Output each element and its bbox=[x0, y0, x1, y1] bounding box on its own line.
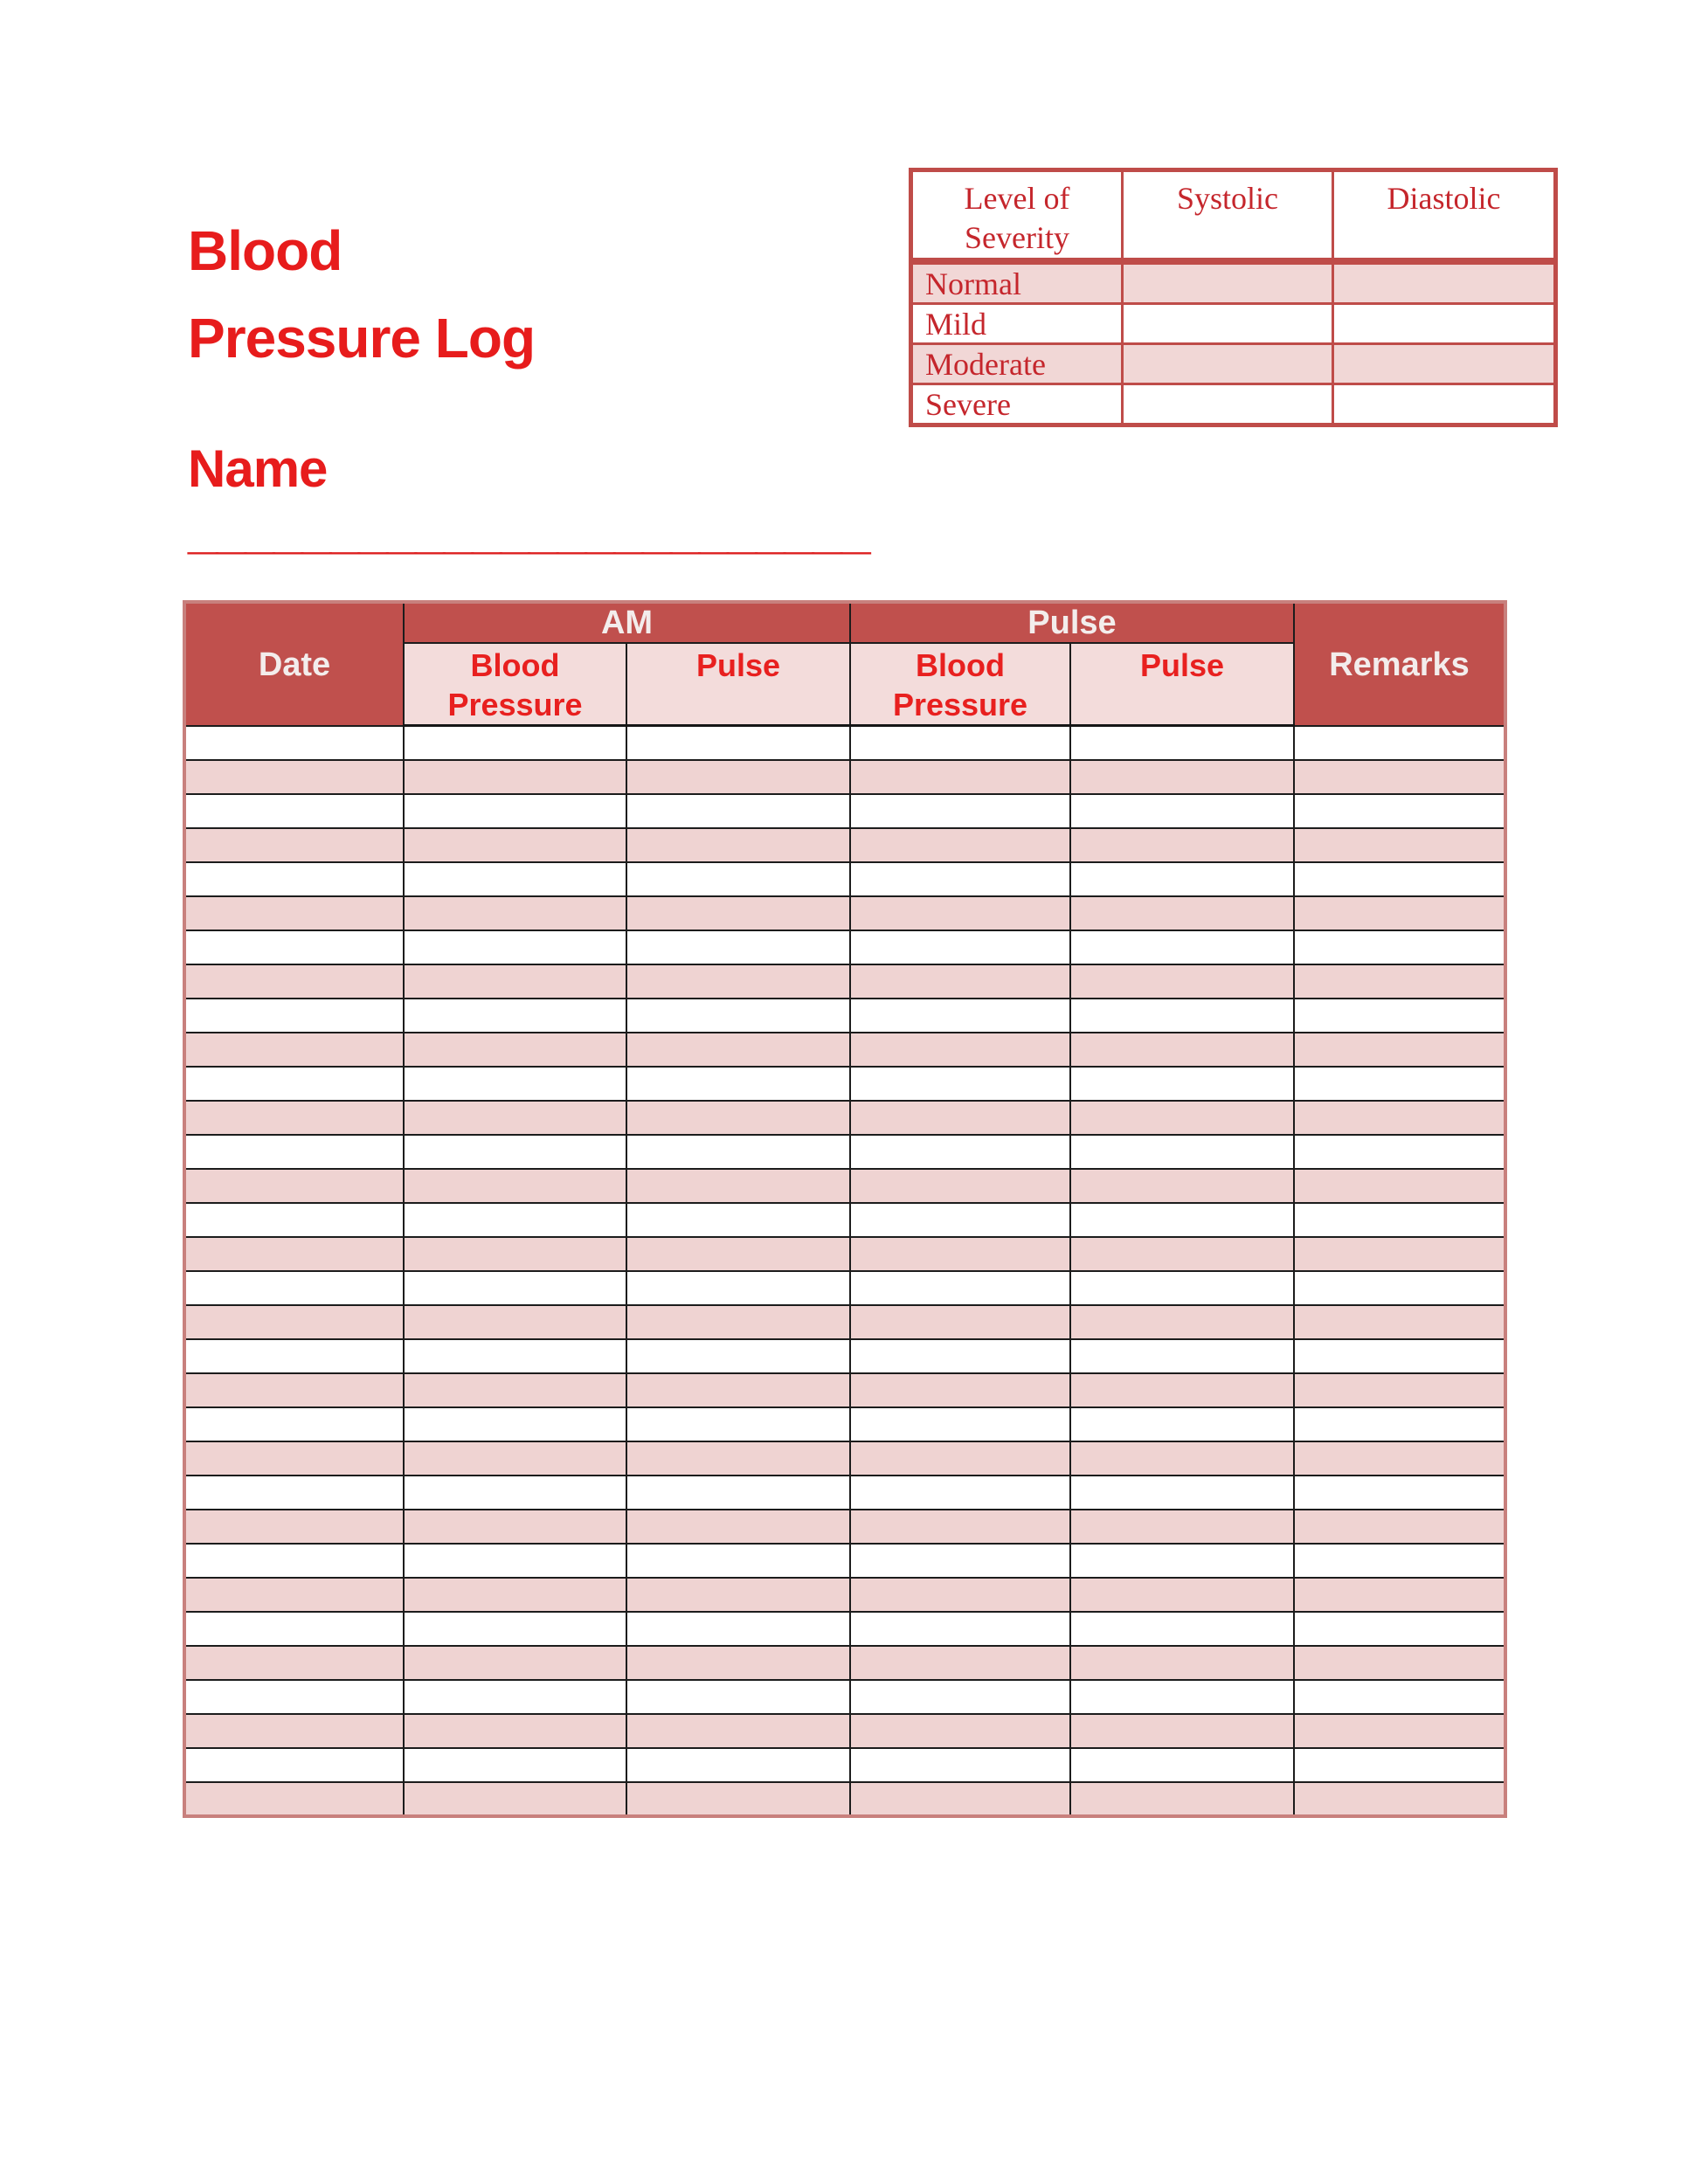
log-cell[interactable] bbox=[850, 1067, 1070, 1101]
log-cell[interactable] bbox=[626, 862, 850, 896]
log-cell[interactable] bbox=[626, 1407, 850, 1441]
log-cell[interactable] bbox=[404, 896, 626, 930]
log-cell[interactable] bbox=[1070, 1578, 1294, 1612]
severity-row-mild bbox=[911, 304, 1556, 344]
log-cell[interactable] bbox=[850, 999, 1070, 1033]
log-cell[interactable] bbox=[184, 1407, 404, 1441]
log-cell[interactable] bbox=[850, 1544, 1070, 1578]
log-cell[interactable] bbox=[184, 760, 404, 794]
log-cell[interactable] bbox=[404, 726, 626, 760]
log-cell[interactable] bbox=[1294, 1305, 1505, 1339]
log-cell[interactable] bbox=[626, 1782, 850, 1816]
log-cell[interactable] bbox=[1294, 794, 1505, 828]
severity-table-body bbox=[911, 261, 1556, 425]
severity-row-moderate bbox=[911, 344, 1556, 384]
log-cell[interactable] bbox=[184, 794, 404, 828]
log-cell[interactable] bbox=[1294, 1680, 1505, 1714]
log-cell[interactable] bbox=[626, 1476, 850, 1510]
log-cell[interactable] bbox=[1070, 862, 1294, 896]
log-cell[interactable] bbox=[1294, 1510, 1505, 1544]
log-cell[interactable] bbox=[184, 1748, 404, 1782]
log-cell[interactable] bbox=[1294, 1407, 1505, 1441]
log-cell[interactable] bbox=[626, 964, 850, 999]
log-cell[interactable] bbox=[1070, 1169, 1294, 1203]
log-cell[interactable] bbox=[850, 1782, 1070, 1816]
log-cell[interactable] bbox=[1294, 1033, 1505, 1067]
log-cell[interactable] bbox=[404, 1135, 626, 1169]
log-cell[interactable] bbox=[850, 1305, 1070, 1339]
log-cell[interactable] bbox=[184, 1544, 404, 1578]
severity-systolic-cell[interactable] bbox=[1123, 344, 1333, 384]
log-cell[interactable] bbox=[404, 760, 626, 794]
log-cell[interactable] bbox=[1294, 1373, 1505, 1407]
log-row bbox=[184, 1680, 1505, 1714]
log-cell[interactable] bbox=[184, 1033, 404, 1067]
log-cell[interactable] bbox=[1070, 1748, 1294, 1782]
page-title-line1: Blood bbox=[188, 219, 342, 282]
log-row bbox=[184, 1373, 1505, 1407]
log-cell[interactable] bbox=[850, 1476, 1070, 1510]
log-cell[interactable] bbox=[850, 828, 1070, 862]
log-subheader-am-blood-pressure: Blood Pressure bbox=[404, 643, 626, 726]
log-cell[interactable] bbox=[1294, 1101, 1505, 1135]
log-cell[interactable] bbox=[850, 1237, 1070, 1271]
log-cell[interactable] bbox=[626, 1067, 850, 1101]
log-cell[interactable] bbox=[184, 896, 404, 930]
log-row bbox=[184, 999, 1505, 1033]
log-cell[interactable] bbox=[850, 1407, 1070, 1441]
log-cell[interactable] bbox=[184, 862, 404, 896]
log-cell[interactable] bbox=[850, 1339, 1070, 1373]
log-cell[interactable] bbox=[626, 1510, 850, 1544]
log-cell[interactable] bbox=[850, 1714, 1070, 1748]
log-cell[interactable] bbox=[1070, 794, 1294, 828]
log-cell[interactable] bbox=[626, 999, 850, 1033]
log-cell[interactable] bbox=[1070, 1782, 1294, 1816]
log-cell[interactable] bbox=[850, 896, 1070, 930]
log-cell[interactable] bbox=[850, 760, 1070, 794]
log-cell[interactable] bbox=[850, 1510, 1070, 1544]
log-cell[interactable] bbox=[404, 930, 626, 964]
log-cell[interactable] bbox=[626, 1339, 850, 1373]
log-cell[interactable] bbox=[404, 1067, 626, 1101]
log-subheader-am-pulse: Pulse bbox=[626, 643, 850, 726]
log-row bbox=[184, 1305, 1505, 1339]
log-cell[interactable] bbox=[404, 862, 626, 896]
log-row bbox=[184, 726, 1505, 760]
log-cell[interactable] bbox=[626, 1578, 850, 1612]
log-row bbox=[184, 1476, 1505, 1510]
log-cell[interactable] bbox=[404, 794, 626, 828]
log-cell[interactable] bbox=[850, 1101, 1070, 1135]
log-cell[interactable] bbox=[1070, 1305, 1294, 1339]
log-cell[interactable] bbox=[626, 1203, 850, 1237]
log-cell[interactable] bbox=[626, 1646, 850, 1680]
log-cell[interactable] bbox=[404, 1612, 626, 1646]
severity-header-row bbox=[911, 170, 1556, 262]
log-cell[interactable] bbox=[1294, 1476, 1505, 1510]
log-cell[interactable] bbox=[184, 1441, 404, 1476]
log-cell[interactable] bbox=[184, 1169, 404, 1203]
log-cell[interactable] bbox=[626, 1305, 850, 1339]
severity-diastolic-cell[interactable] bbox=[1333, 384, 1556, 425]
log-cell[interactable] bbox=[1070, 1237, 1294, 1271]
log-cell[interactable] bbox=[404, 1373, 626, 1407]
log-header-am: AM bbox=[404, 602, 850, 643]
log-cell[interactable] bbox=[626, 1169, 850, 1203]
log-subheader-pm-pulse: Pulse bbox=[1070, 643, 1294, 726]
log-header-date: Date bbox=[184, 602, 404, 726]
log-cell[interactable] bbox=[184, 999, 404, 1033]
log-row bbox=[184, 1441, 1505, 1476]
log-cell[interactable] bbox=[626, 1135, 850, 1169]
log-cell[interactable] bbox=[1070, 999, 1294, 1033]
log-cell[interactable] bbox=[626, 1680, 850, 1714]
log-cell[interactable] bbox=[1294, 1271, 1505, 1305]
log-cell[interactable] bbox=[404, 1714, 626, 1748]
log-cell[interactable] bbox=[184, 930, 404, 964]
log-cell[interactable] bbox=[850, 1748, 1070, 1782]
log-cell[interactable] bbox=[1294, 1578, 1505, 1612]
log-cell[interactable] bbox=[850, 1441, 1070, 1476]
severity-row-severe bbox=[911, 384, 1556, 425]
log-cell[interactable] bbox=[1070, 1101, 1294, 1135]
log-cell[interactable] bbox=[1070, 1407, 1294, 1441]
log-subheader-pm-blood-pressure: Blood Pressure bbox=[850, 643, 1070, 726]
log-cell[interactable] bbox=[626, 896, 850, 930]
log-cell[interactable] bbox=[1294, 896, 1505, 930]
log-cell[interactable] bbox=[850, 1135, 1070, 1169]
log-cell[interactable] bbox=[184, 1067, 404, 1101]
log-cell[interactable] bbox=[626, 1033, 850, 1067]
log-cell[interactable] bbox=[184, 1135, 404, 1169]
log-cell[interactable] bbox=[626, 1441, 850, 1476]
severity-header-systolic: Systolic bbox=[1123, 170, 1333, 262]
severity-row-normal bbox=[911, 261, 1556, 304]
log-cell[interactable] bbox=[1294, 760, 1505, 794]
log-cell[interactable] bbox=[1294, 930, 1505, 964]
log-header-pm: Pulse bbox=[850, 602, 1294, 643]
log-cell[interactable] bbox=[1070, 964, 1294, 999]
log-cell[interactable] bbox=[184, 1612, 404, 1646]
log-cell[interactable] bbox=[404, 1237, 626, 1271]
log-cell[interactable] bbox=[626, 828, 850, 862]
log-cell[interactable] bbox=[850, 726, 1070, 760]
log-cell[interactable] bbox=[850, 1680, 1070, 1714]
log-cell[interactable] bbox=[626, 930, 850, 964]
log-cell[interactable] bbox=[1294, 862, 1505, 896]
severity-systolic-cell[interactable] bbox=[1123, 304, 1333, 344]
log-row bbox=[184, 1714, 1505, 1748]
log-cell[interactable] bbox=[184, 1578, 404, 1612]
log-row bbox=[184, 1169, 1505, 1203]
log-table-head bbox=[184, 602, 1505, 726]
log-cell[interactable] bbox=[184, 1782, 404, 1816]
log-cell[interactable] bbox=[404, 1339, 626, 1373]
log-cell[interactable] bbox=[184, 1680, 404, 1714]
log-cell[interactable] bbox=[404, 1544, 626, 1578]
log-cell[interactable] bbox=[404, 1169, 626, 1203]
log-cell[interactable] bbox=[184, 828, 404, 862]
log-cell[interactable] bbox=[1294, 1339, 1505, 1373]
log-cell[interactable] bbox=[1070, 1714, 1294, 1748]
log-cell[interactable] bbox=[850, 794, 1070, 828]
log-cell[interactable] bbox=[1070, 1033, 1294, 1067]
log-cell[interactable] bbox=[626, 1748, 850, 1782]
log-row bbox=[184, 862, 1505, 896]
log-cell[interactable] bbox=[184, 1203, 404, 1237]
log-row bbox=[184, 896, 1505, 930]
log-cell[interactable] bbox=[404, 1101, 626, 1135]
log-cell[interactable] bbox=[850, 1578, 1070, 1612]
log-row bbox=[184, 1101, 1505, 1135]
severity-header-diastolic: Diastolic bbox=[1333, 170, 1556, 262]
log-row bbox=[184, 1067, 1505, 1101]
log-cell[interactable] bbox=[626, 794, 850, 828]
log-row bbox=[184, 1612, 1505, 1646]
log-cell[interactable] bbox=[1294, 1135, 1505, 1169]
log-cell[interactable] bbox=[184, 726, 404, 760]
log-table-body bbox=[184, 726, 1505, 1816]
log-cell[interactable] bbox=[184, 1101, 404, 1135]
log-cell[interactable] bbox=[404, 1407, 626, 1441]
log-cell[interactable] bbox=[1294, 1782, 1505, 1816]
log-cell[interactable] bbox=[850, 930, 1070, 964]
log-cell[interactable] bbox=[1294, 1646, 1505, 1680]
log-row bbox=[184, 1271, 1505, 1305]
log-cell[interactable] bbox=[1070, 1510, 1294, 1544]
severity-level-cell: Severe bbox=[911, 384, 1123, 425]
log-cell[interactable] bbox=[404, 1748, 626, 1782]
log-cell[interactable] bbox=[404, 964, 626, 999]
log-cell[interactable] bbox=[1070, 1476, 1294, 1510]
log-row bbox=[184, 760, 1505, 794]
log-row bbox=[184, 1748, 1505, 1782]
log-cell[interactable] bbox=[850, 1169, 1070, 1203]
log-cell[interactable] bbox=[626, 1544, 850, 1578]
log-cell[interactable] bbox=[1070, 1135, 1294, 1169]
severity-level-cell: Mild bbox=[911, 304, 1123, 344]
log-cell[interactable] bbox=[1070, 828, 1294, 862]
severity-table-head bbox=[911, 170, 1556, 262]
log-cell[interactable] bbox=[404, 1305, 626, 1339]
log-cell[interactable] bbox=[1070, 1339, 1294, 1373]
log-cell[interactable] bbox=[404, 1441, 626, 1476]
log-cell[interactable] bbox=[1294, 1714, 1505, 1748]
log-row bbox=[184, 1544, 1505, 1578]
log-cell[interactable] bbox=[850, 1203, 1070, 1237]
log-row bbox=[184, 1135, 1505, 1169]
name-fill-in-line[interactable]: ________________________ bbox=[188, 500, 869, 560]
log-cell[interactable] bbox=[1070, 1544, 1294, 1578]
log-cell[interactable] bbox=[626, 1373, 850, 1407]
log-cell[interactable] bbox=[404, 1203, 626, 1237]
log-cell[interactable] bbox=[404, 828, 626, 862]
log-cell[interactable] bbox=[1294, 999, 1505, 1033]
log-cell[interactable] bbox=[1070, 930, 1294, 964]
log-cell[interactable] bbox=[850, 1373, 1070, 1407]
log-cell[interactable] bbox=[1294, 726, 1505, 760]
log-row bbox=[184, 930, 1505, 964]
log-cell[interactable] bbox=[1070, 896, 1294, 930]
log-cell[interactable] bbox=[404, 1782, 626, 1816]
log-group-header-row bbox=[184, 602, 1505, 643]
log-cell[interactable] bbox=[1070, 1612, 1294, 1646]
log-cell[interactable] bbox=[1294, 1441, 1505, 1476]
log-cell[interactable] bbox=[1294, 1237, 1505, 1271]
log-row bbox=[184, 794, 1505, 828]
severity-level-cell: Normal bbox=[911, 261, 1123, 304]
log-row bbox=[184, 1407, 1505, 1441]
page-title-line2: Pressure Log bbox=[188, 307, 536, 370]
log-cell[interactable] bbox=[184, 1305, 404, 1339]
log-cell[interactable] bbox=[626, 1612, 850, 1646]
log-cell[interactable] bbox=[1070, 1271, 1294, 1305]
log-cell[interactable] bbox=[626, 1237, 850, 1271]
severity-systolic-cell[interactable] bbox=[1123, 261, 1333, 304]
log-cell[interactable] bbox=[184, 1339, 404, 1373]
log-row bbox=[184, 1510, 1505, 1544]
log-row bbox=[184, 1033, 1505, 1067]
log-cell[interactable] bbox=[184, 1646, 404, 1680]
log-cell[interactable] bbox=[184, 1714, 404, 1748]
log-cell[interactable] bbox=[626, 726, 850, 760]
log-cell[interactable] bbox=[404, 1578, 626, 1612]
log-cell[interactable] bbox=[1070, 1067, 1294, 1101]
log-header-remarks: Remarks bbox=[1294, 602, 1505, 726]
log-row bbox=[184, 1339, 1505, 1373]
severity-header-level: Level of Severity bbox=[911, 170, 1123, 262]
severity-table bbox=[909, 168, 1558, 427]
log-cell[interactable] bbox=[626, 1714, 850, 1748]
log-cell[interactable] bbox=[404, 1680, 626, 1714]
log-cell[interactable] bbox=[184, 1271, 404, 1305]
log-cell[interactable] bbox=[1294, 1067, 1505, 1101]
severity-level-cell: Moderate bbox=[911, 344, 1123, 384]
log-cell[interactable] bbox=[184, 1510, 404, 1544]
log-cell[interactable] bbox=[850, 1033, 1070, 1067]
log-cell[interactable] bbox=[184, 964, 404, 999]
log-cell[interactable] bbox=[184, 1237, 404, 1271]
log-cell[interactable] bbox=[1294, 1169, 1505, 1203]
severity-systolic-cell[interactable] bbox=[1123, 384, 1333, 425]
log-cell[interactable] bbox=[184, 1373, 404, 1407]
log-row bbox=[184, 1203, 1505, 1237]
severity-diastolic-cell[interactable] bbox=[1333, 261, 1556, 304]
log-cell[interactable] bbox=[626, 1101, 850, 1135]
log-cell[interactable] bbox=[850, 964, 1070, 999]
severity-diastolic-cell[interactable] bbox=[1333, 304, 1556, 344]
log-row bbox=[184, 1578, 1505, 1612]
log-cell[interactable] bbox=[404, 1271, 626, 1305]
log-row bbox=[184, 1237, 1505, 1271]
log-cell[interactable] bbox=[404, 1476, 626, 1510]
severity-diastolic-cell[interactable] bbox=[1333, 344, 1556, 384]
log-cell[interactable] bbox=[1070, 1680, 1294, 1714]
log-row bbox=[184, 1782, 1505, 1816]
log-cell[interactable] bbox=[1294, 1203, 1505, 1237]
log-cell[interactable] bbox=[404, 1033, 626, 1067]
log-cell[interactable] bbox=[1294, 1748, 1505, 1782]
log-cell[interactable] bbox=[850, 1612, 1070, 1646]
log-cell[interactable] bbox=[1294, 1544, 1505, 1578]
log-cell[interactable] bbox=[1070, 1373, 1294, 1407]
log-cell[interactable] bbox=[850, 1271, 1070, 1305]
log-cell[interactable] bbox=[850, 862, 1070, 896]
log-cell[interactable] bbox=[404, 1646, 626, 1680]
log-cell[interactable] bbox=[404, 999, 626, 1033]
log-cell[interactable] bbox=[850, 1646, 1070, 1680]
log-cell[interactable] bbox=[1294, 828, 1505, 862]
log-cell[interactable] bbox=[1070, 1646, 1294, 1680]
log-cell[interactable] bbox=[1070, 1203, 1294, 1237]
log-cell[interactable] bbox=[404, 1510, 626, 1544]
log-cell[interactable] bbox=[626, 1271, 850, 1305]
log-cell[interactable] bbox=[1070, 1441, 1294, 1476]
log-cell[interactable] bbox=[184, 1476, 404, 1510]
log-row bbox=[184, 828, 1505, 862]
log-cell[interactable] bbox=[626, 760, 850, 794]
log-cell[interactable] bbox=[1294, 964, 1505, 999]
log-table bbox=[183, 600, 1507, 1818]
log-cell[interactable] bbox=[1294, 1612, 1505, 1646]
log-row bbox=[184, 964, 1505, 999]
log-row bbox=[184, 1646, 1505, 1680]
log-cell[interactable] bbox=[1070, 726, 1294, 760]
name-label: Name bbox=[188, 439, 328, 498]
log-cell[interactable] bbox=[1070, 760, 1294, 794]
